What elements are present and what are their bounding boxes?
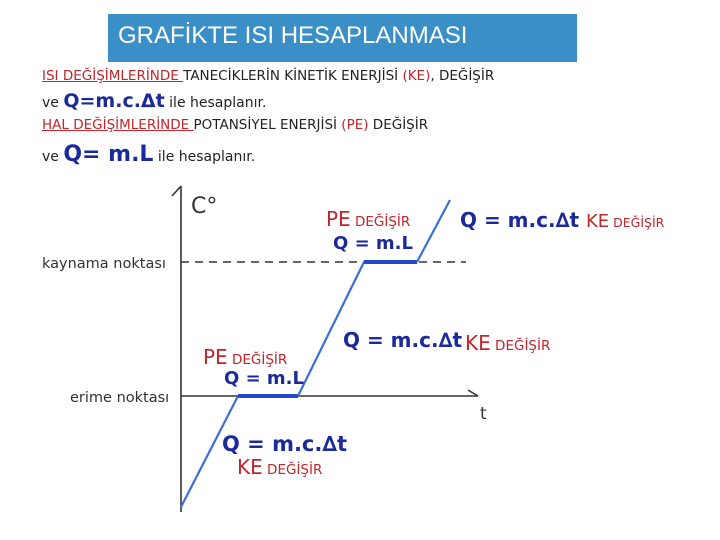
right-top-rest: DEĞİŞİR bbox=[609, 215, 665, 230]
right-mid-rest: DEĞİŞİR bbox=[490, 338, 551, 354]
y-axis-arrow bbox=[172, 186, 181, 196]
heat-formula-suffix: ile hesaplanır. bbox=[164, 95, 267, 111]
right-mid-strong: KE bbox=[465, 331, 491, 355]
gas-heating-segment bbox=[417, 200, 450, 262]
y-axis-label: C° bbox=[191, 194, 218, 219]
right-mid-formula: Q = m.c.∆t bbox=[343, 328, 463, 352]
pe-top-formula: Q = m.L bbox=[333, 233, 413, 254]
heat-change-text: TANECİKLERİN KİNETİK ENERJİSİ bbox=[183, 68, 403, 84]
x-axis-label: t bbox=[480, 404, 487, 424]
pe-abbreviation: (PE) bbox=[341, 117, 369, 133]
right-top-annotation bbox=[586, 211, 665, 232]
bottom-strong: KE bbox=[237, 455, 263, 479]
phase-change-text: POTANSİYEL ENERJİSİ bbox=[193, 117, 342, 133]
ke-abbreviation: (KE) bbox=[402, 68, 431, 84]
bottom-formula: Q = m.c.∆t bbox=[222, 432, 348, 456]
pe-top-rest: DEĞİŞİR bbox=[350, 214, 411, 230]
right-top-formula: Q = m.c.∆t bbox=[460, 208, 580, 232]
pe-mid-formula: Q = m.L bbox=[224, 368, 304, 389]
pe-mid-rest: DEĞİŞİR bbox=[227, 352, 288, 368]
right-mid-annotation bbox=[465, 331, 550, 355]
bottom-annotation bbox=[237, 455, 322, 479]
bottom-rest: DEĞİŞİR bbox=[262, 462, 323, 478]
phase-change-heading: HAL DEĞİŞİMLERİNDE bbox=[42, 117, 194, 133]
melting-point-label: erime noktası bbox=[70, 390, 170, 406]
heat-formula: Q=m.c.Δt bbox=[63, 90, 165, 112]
slide-title: GRAFİKTE ISI HESAPLANMASI bbox=[118, 22, 468, 49]
pe-top-annotation bbox=[326, 207, 410, 231]
right-top-strong: KE bbox=[586, 211, 610, 232]
heat-formula-prefix: ve bbox=[42, 95, 64, 111]
phase-formula-suffix: ile hesaplanır. bbox=[153, 149, 256, 165]
pe-top-strong: PE bbox=[326, 207, 351, 231]
phase-change-suffix: DEĞİŞİR bbox=[368, 117, 429, 133]
x-axis-arrow bbox=[468, 390, 478, 396]
phase-formula-prefix: ve bbox=[42, 149, 64, 165]
phase-formula: Q= m.L bbox=[63, 142, 154, 167]
pe-mid-strong: PE bbox=[203, 345, 228, 369]
pe-mid-annotation bbox=[203, 345, 287, 369]
boiling-point-label: kaynama noktası bbox=[42, 256, 166, 272]
heat-change-suffix: , DEĞİŞİR bbox=[430, 68, 495, 84]
heat-change-heading: ISI DEĞİŞİMLERİNDE bbox=[42, 68, 184, 84]
